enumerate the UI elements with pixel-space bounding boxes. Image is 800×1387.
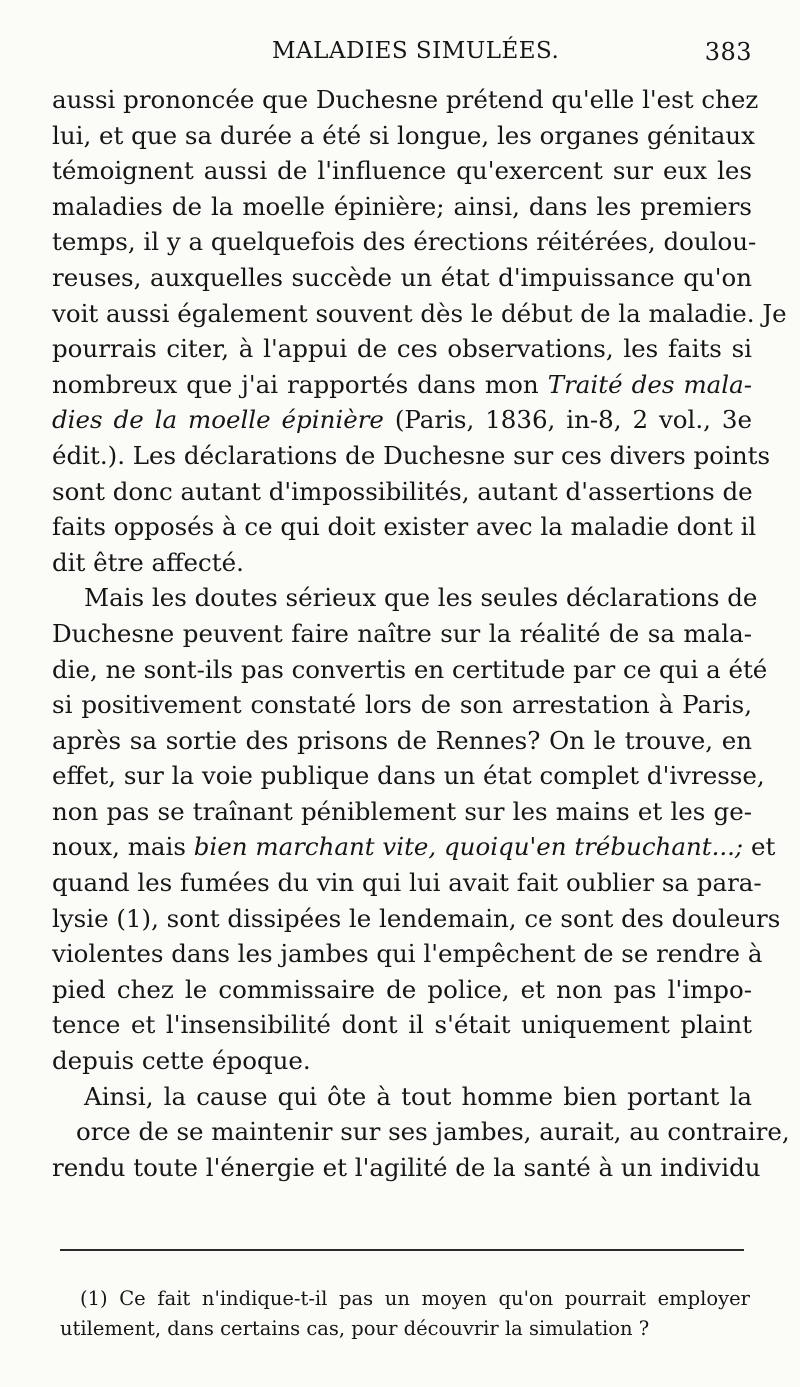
text-run: et <box>743 832 776 862</box>
text-line <box>52 367 752 403</box>
text-line: dit être affecté. <box>52 547 244 577</box>
text-run: nombreux que j'ai rapportés dans mon <box>52 369 548 399</box>
text-line: faits opposés à ce qui doit exister avec la maladie dont il <box>52 512 757 542</box>
text-line: effet, sur la voie publique dans un état complet d'ivresse, <box>52 761 765 791</box>
body-text <box>52 82 790 1185</box>
text-line: aussi prononcée que Duchesne prétend qu'elle l'est chez <box>52 85 759 114</box>
text-line: pied chez le commissaire de police, et non pas l'impo- <box>52 974 752 1004</box>
text-line: après sa sortie des prisons de Rennes? On le trouve, en <box>52 725 752 755</box>
text-line: Ainsi, la cause qui ôte à tout homme bien portant la <box>84 1081 752 1111</box>
text-line: pourrais citer, à l'appui de ces observations, les faits si <box>52 334 752 364</box>
text-line: édit.). Les déclarations de Duchesne sur ces divers points <box>52 440 771 470</box>
italic-title: Traité des mala- <box>547 369 752 399</box>
text-line: orce de se maintenir sur ses jambes, aurait, au contraire, <box>76 1117 790 1147</box>
italic-title: bien marchant vite, quoiqu'en trébuchant...; <box>193 832 744 862</box>
text-line <box>52 402 752 438</box>
text-line: témoignent aussi de l'influence qu'exercent sur eux les <box>52 156 752 186</box>
text-line: Mais les doutes sérieux que les seules déclarations de <box>84 583 758 613</box>
text-line: reuses, auxquelles succède un état d'impuissance qu'on <box>52 262 752 292</box>
text-line: utilement, dans certains cas, pour découvrir la simulation ? <box>60 1317 650 1340</box>
text-line: tence et l'insensibilité dont il s'était uniquement plaint <box>52 1010 752 1040</box>
page-header <box>52 38 752 74</box>
text-line: (1) Ce fait n'indique-t-il pas un moyen qu'on pourrait employer <box>80 1287 750 1310</box>
text-line: si positivement constaté lors de son arrestation à Paris, <box>52 690 752 720</box>
text-run: noux, mais <box>52 832 194 862</box>
text-line: lysie (1), sont dissipées le lendemain, ce sont des douleurs <box>52 903 781 933</box>
text-line: die, ne sont-ils pas convertis en certitude par ce qui a été <box>52 654 768 684</box>
text-line: Duchesne peuvent faire naître sur la réalité de sa mala- <box>52 618 752 648</box>
text-line <box>52 829 776 865</box>
running-title: MALADIES SIMULÉES. <box>272 38 560 64</box>
italic-title: dies de la moelle épinière <box>52 405 384 435</box>
text-line: sont donc autant d'impossibilités, autant d'assertions de <box>52 476 753 506</box>
footnote <box>60 1284 750 1344</box>
text-run: (Paris, 1836, in-8, 2 vol., 3e <box>383 405 752 435</box>
text-line: non pas se traînant péniblement sur les mains et les ge- <box>52 796 752 826</box>
text-line: lui, et que sa durée a été si longue, les organes génitaux <box>52 120 755 150</box>
text-line: rendu toute l'énergie et l'agilité de la santé à un individu <box>52 1152 761 1182</box>
text-line: quand les fumées du vin qui lui avait fait oublier sa para- <box>52 868 762 898</box>
text-line: voit aussi également souvent dès le début de la maladie. Je <box>52 298 787 328</box>
text-line: temps, il y a quelquefois des érections réitérées, doulou- <box>52 227 757 257</box>
text-line: violentes dans les jambes qui l'empêchent de se rendre à <box>52 939 763 969</box>
footnote-rule <box>60 1249 744 1251</box>
page-number: 383 <box>704 38 752 66</box>
text-line: maladies de la moelle épinière; ainsi, dans les premiers <box>52 191 752 221</box>
text-line: depuis cette époque. <box>52 1046 311 1076</box>
